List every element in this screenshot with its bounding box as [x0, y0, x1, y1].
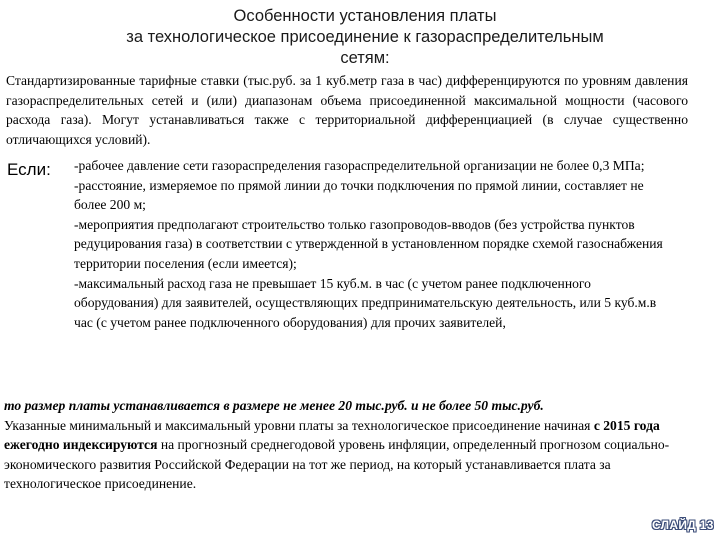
result-body-start: Указанные минимальный и максимальный уровни платы за технологическое присоединение начиная	[4, 417, 594, 433]
slide-title-line-1: Особенности установления платы	[233, 7, 497, 25]
result-body-end: на прогнозный среднегодовой уровень инфляции, определенный прогнозом социально-экономического развития Российской Федерации на тот же период, на который устанавливается плата за технологическое присоединение.	[4, 437, 670, 492]
condition-item-pressure: -рабочее давление сети газораспределения газораспределительной организации не более 0,3 МПа;	[74, 158, 645, 173]
result-body	[4, 416, 704, 494]
intro-paragraph: Стандартизированные тарифные ставки (тыс.руб. за 1 куб.метр газа в час) дифференцируются по уровням давления газораспределительных сетей и (или) диапазонам объема присоединенной максимальной мощности (часового расхода газа). Могут устанавливаться также с территориальной дифференциацией (в случае существенно отличающихся условий).	[6, 73, 688, 147]
result-body-bold: с 2015 года ежегодно индексируются	[4, 417, 660, 453]
condition-item-construction: -мероприятия предполагают строительство только газопроводов-вводов (без устройства пунктов редуцирования газа) в соответствии с утвержденной в установленном порядке схемой газоснабжения территории поселения (если имеется);	[74, 216, 663, 271]
conditions-list	[74, 156, 674, 332]
slide-title	[40, 6, 690, 69]
result-block	[4, 396, 704, 494]
condition-item-gas-flow: -максимальный расход газа не превышает 15 куб.м. в час (с учетом ранее подключенного оборудования) для заявителей, осуществляющих предпринимательскую деятельность, или 5 куб.м.в час (с учетом ранее подключенного оборудования) для прочих заявителей,	[74, 275, 657, 330]
condition-item-distance: -расстояние, измеряемое по прямой линии до точки подключения по прямой линии, составляет не более 200 м;	[74, 177, 644, 213]
slide-number-badge: СЛАЙД 13	[652, 518, 714, 532]
slide-title-line-2: за технологическое присоединение к газораспределительным	[126, 28, 604, 46]
result-lead: то размер платы устанавливается в размере не менее 20 тыс.руб. и не более 50 тыс.руб.	[4, 398, 544, 413]
if-label: Если:	[7, 160, 51, 179]
slide-title-line-3: сетям:	[340, 49, 390, 67]
